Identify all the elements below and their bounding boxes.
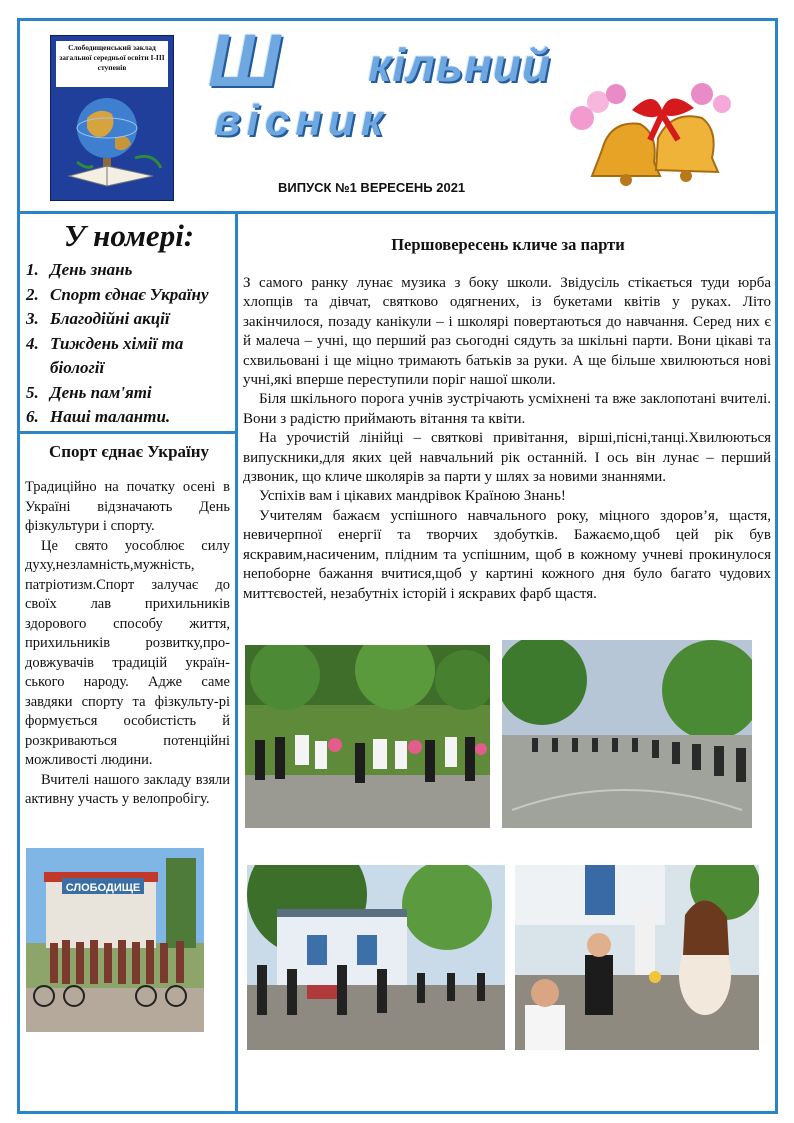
article-paragraph: Біля шкільного порога учнів зустрічають усміхнені та вже заклопотані вчителі. Вони з радістю приймають вітання та квіти. xyxy=(243,391,771,427)
school-logo-label: Слободищенський заклад загальної середньої освіти I-III ступенів xyxy=(56,41,168,87)
school-bells-icon xyxy=(562,80,762,198)
bell-ringing-photo xyxy=(515,865,759,1050)
contents-item: 2. Спорт єднає Україну xyxy=(26,284,209,304)
issue-label: ВИПУСК №1 ВЕРЕСЕНЬ 2021 xyxy=(278,180,466,195)
sport-paragraph: Це свято уособлює силу духу,незламність,мужність, патріотизм.Спорт залучає до своїх лав прихильників здорового способу життя, прихильників розвитку,про-довжувачів традицій україн-ського народу. Адже саме завдяки спорту та фізкульту-рі формується особистість й розкриваються потенційні можливості людини. xyxy=(25,537,230,768)
assembly-photo-2 xyxy=(502,640,752,828)
sport-paragraph: Традиційно на початку осені в Україні відзначають День фізкультури і спорту. xyxy=(25,479,230,534)
globe-book-emblem-icon xyxy=(57,88,169,196)
assembly-photo-1 xyxy=(245,645,490,828)
contents-item: 5. День пам'яті xyxy=(26,382,152,402)
contents-item: 3. Благодійні акції xyxy=(26,309,170,328)
sport-text xyxy=(25,478,230,810)
sport-paragraph: Вчителі нашого закладу взяли активну участь у велопробігу. xyxy=(25,771,230,807)
contents-title: У номері: xyxy=(63,218,195,253)
title-word-2: вісник xyxy=(214,96,390,145)
school-logo xyxy=(50,35,174,201)
contents-list xyxy=(26,258,236,430)
article-paragraph: Успіхів вам і цікавих мандрівок Країною Знань! xyxy=(259,488,566,505)
contents-item: 6. Наші таланти. xyxy=(26,407,171,426)
article-title: Першовересень кличе за парти xyxy=(391,235,625,254)
school-yard-photo xyxy=(247,865,505,1050)
article-text xyxy=(243,274,771,604)
article-paragraph: На урочистій лінійці – святкові привітання, вірші,пісні,танці.Хвилюються випускники,для яких цей навчальний рік останній. І ось він лунає – перший дзвоник, що кличе школярів за парти у шлях за новими знаннями. xyxy=(243,430,771,486)
sport-title: Спорт єднає Україну xyxy=(48,442,210,461)
contents-item: 1. День знань xyxy=(26,260,133,279)
title-first-letter: Ш xyxy=(208,19,282,102)
article-paragraph: З самого ранку лунає музика з боку школи. Звідусіль стікається туди юрба хлопців та дівчат, святково одягнених, із букетами квітів у руках. Літо закінчилося, позаду канікули – і школярі повертаються до навчання. Серед них є й малеча – учні, що перший раз сьогодні сядуть за шкільні парти. Вони цікаві та схвильовані і ще міцно тримають батьків за руки. А ще більше хвилюються нові учні,які вперше переступили поріг нашої школи. xyxy=(243,275,771,389)
article-paragraph: Учителям бажаєм успішного навчального року, міцного здоров’я, щастя, невичерпної енергії та творчих здобутків. Бажаємо,щоб цей рік був яскравим,насиченим, плідним та успішним, щоб в кожному учневі прокинулося непоборне бажання вчитися,щоб у картині кожного дня було багато чудових миттєвостей, незабутніх історій і яскравих фарб щастя. xyxy=(243,507,771,602)
contents-item: 4. Тиждень хімії та біології xyxy=(26,333,184,377)
photo-sign-text: СЛОБОДИЩЕ xyxy=(65,882,141,894)
bike-ride-photo xyxy=(26,848,204,1032)
title-word-1: кільний xyxy=(368,39,552,91)
